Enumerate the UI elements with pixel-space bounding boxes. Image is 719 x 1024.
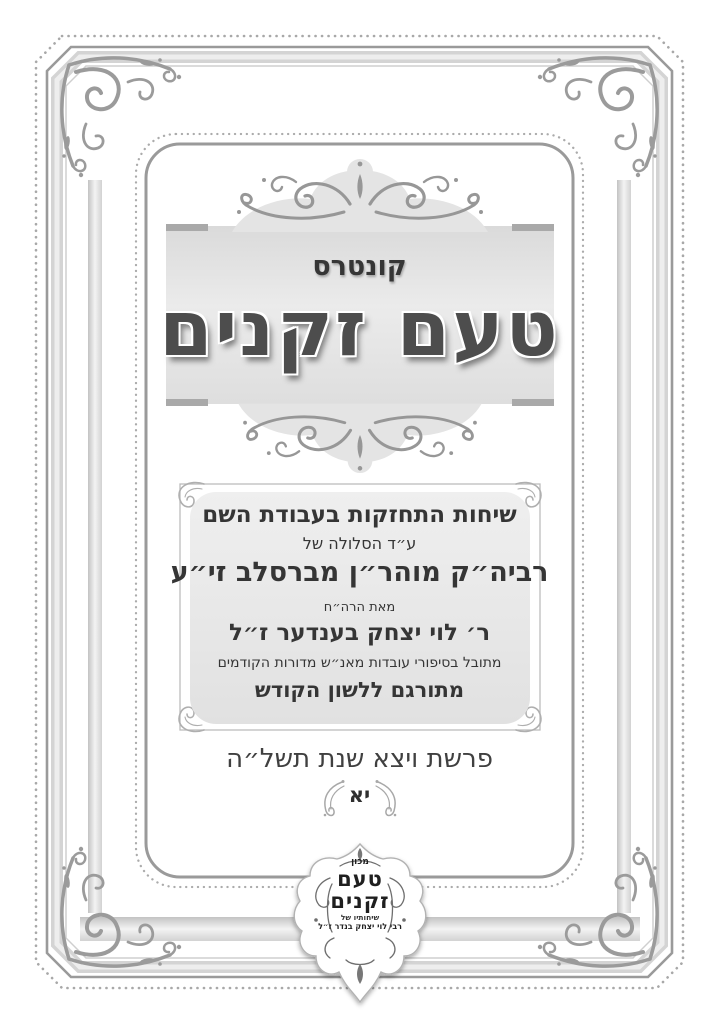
- description-line-1: שיחות התחזקות בעבודת השם: [202, 501, 517, 528]
- description-line-4: מאת הרה״ח: [323, 600, 396, 615]
- corner-flourish-icon: [538, 847, 657, 966]
- crest-bottom-icon: [238, 404, 481, 473]
- series-label: קונטרס: [312, 251, 407, 282]
- seal-title-line-2: זקנים: [330, 888, 390, 913]
- panel-bottom-left-bar: [166, 399, 208, 406]
- seal-org-label: מכון: [351, 857, 369, 867]
- panel-bottom-right-bar: [512, 399, 554, 406]
- description-line-3: רביה״ק מוהר״ן מברסלב זי״ע: [170, 557, 549, 588]
- description-line-6: מתובל בסיפורי עובדות מאנ״ש מדורות הקודמים: [217, 655, 502, 671]
- panel-top-left-bar: [166, 224, 208, 231]
- book-title: טעם זקנים: [159, 284, 560, 374]
- description-line-5: ר׳ לוי יצחק בענדער ז״ל: [228, 619, 491, 646]
- crest-top-icon: [232, 159, 488, 232]
- seal-name: רבי לוי יצחק בנדר ז״ל: [318, 922, 402, 931]
- page-number: יא: [348, 783, 371, 807]
- corner-flourish-icon: [538, 58, 657, 177]
- corner-flourish-icon: [62, 847, 181, 966]
- date-line: פרשת ויצא שנת תשל״ה: [226, 744, 493, 774]
- seal-subtitle: שיחותיו של: [340, 913, 380, 922]
- description-line-2: ע״ד הסלולה של: [302, 534, 417, 553]
- description-line-7: מתורגם ללשון הקודש: [254, 677, 465, 702]
- corner-flourish-icon: [62, 58, 181, 177]
- seal-title-line-1: טעם: [337, 866, 383, 891]
- panel-top-right-bar: [512, 224, 554, 231]
